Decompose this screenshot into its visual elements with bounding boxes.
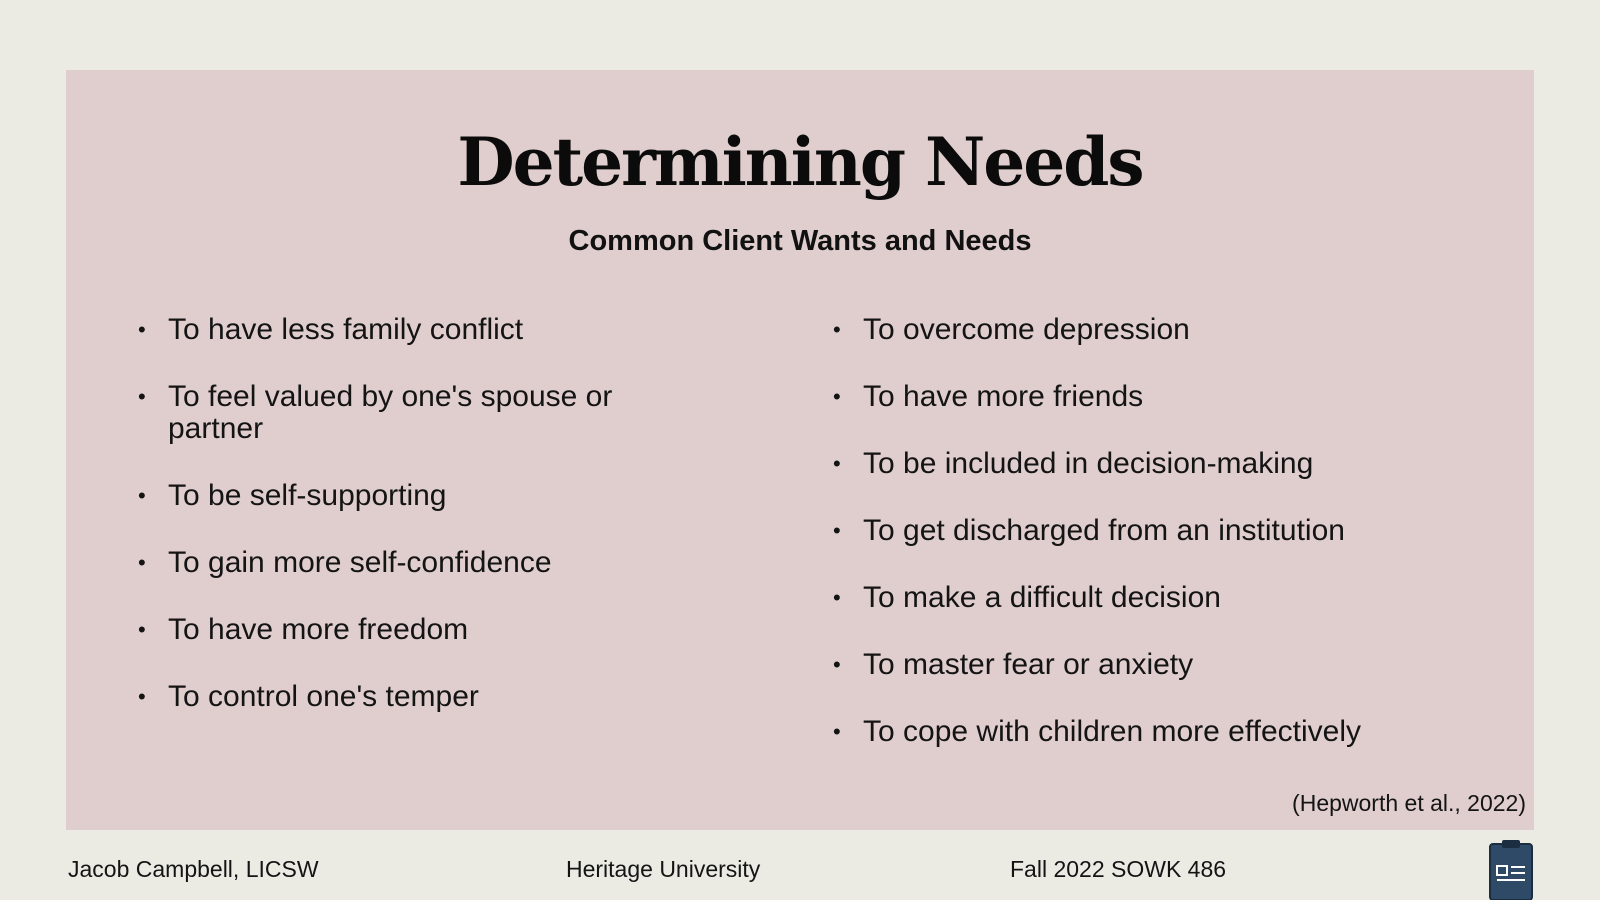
list-item: • To feel valued by one's spouse or partner [138,381,688,445]
list-item: • To be included in decision-making [833,448,1493,480]
footer-author: Jacob Campbell, LICSW [68,856,319,882]
list-item: • To gain more self-confidence [138,547,698,579]
list-item: • To cope with children more effectively [833,716,1493,748]
list-item: • To master fear or anxiety [833,649,1493,681]
slide-subtitle: Common Client Wants and Needs [568,225,1032,257]
footer-course: Fall 2022 SOWK 486 [1010,856,1227,882]
list-item: • To have more freedom [138,614,698,646]
list-item: • To make a difficult decision [833,582,1493,614]
list-item: • To control one's temper [138,681,698,713]
list-item: • To get discharged from an institution [833,515,1493,547]
list-item: • To have more friends [833,381,1493,413]
left-needs-list [138,314,698,748]
citation: (Hepworth et al., 2022) [1292,790,1526,816]
list-item: • To overcome depression [833,314,1493,346]
footer-institution: Heritage University [566,856,761,882]
list-item: • To be self-supporting [138,480,698,512]
list-item: • To have less family conflict [138,314,698,346]
clipboard-icon [1488,838,1534,900]
right-needs-list [833,314,1493,783]
slide-title: Determining Needs [457,123,1143,201]
